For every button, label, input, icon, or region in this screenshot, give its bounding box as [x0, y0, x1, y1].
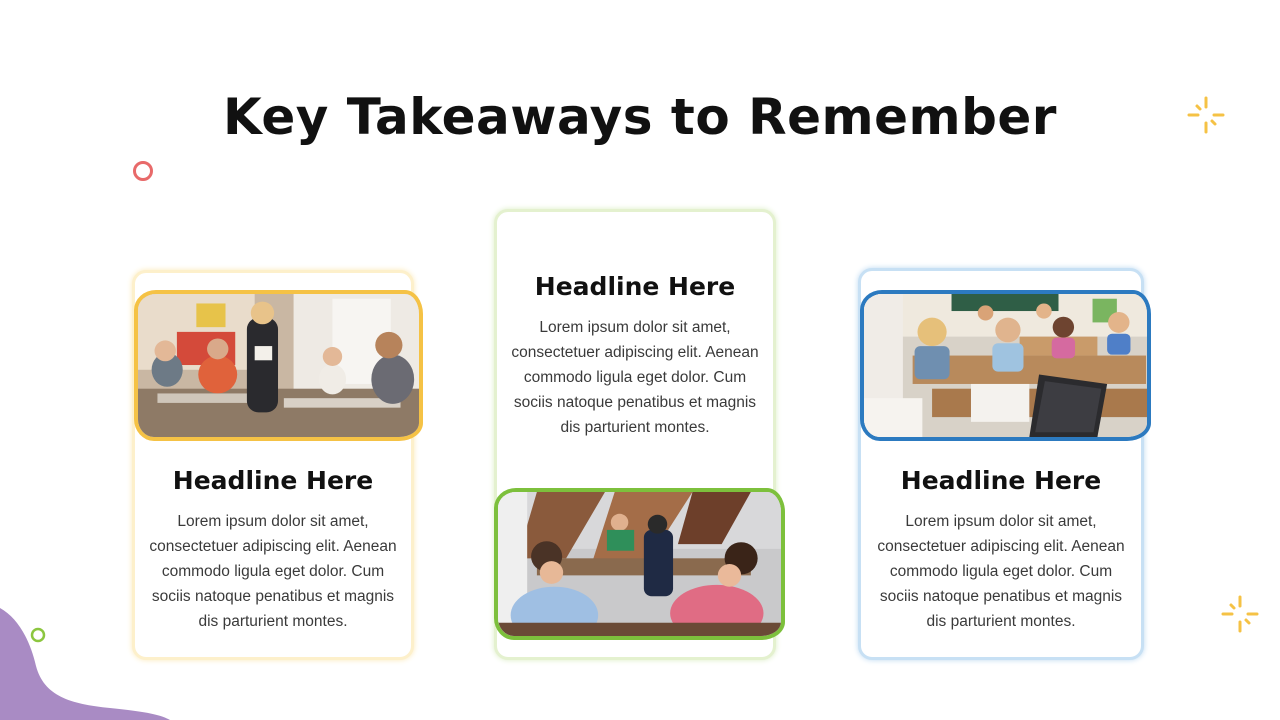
card-3-body: Lorem ipsum dolor sit amet, consectetuer adipiscing elit. Aenean commodo ligula eget dolor. Cum sociis natoque penatibus et magnis dis parturient montes.	[877, 513, 1125, 630]
sparkle-icon	[1220, 594, 1260, 634]
card-3-headline: Headline Here	[900, 466, 1102, 495]
classroom-teacher-photo	[134, 290, 423, 441]
card-1-headline: Headline Here	[172, 466, 374, 495]
card-2-body: Lorem ipsum dolor sit amet, consectetuer adipiscing elit. Aenean commodo ligula eget dolor. Cum sociis natoque penatibus et magnis dis parturient montes.	[511, 319, 759, 436]
students-writing-photo	[494, 488, 785, 640]
green-circle-decoration	[29, 626, 47, 644]
card-2-headline: Headline Here	[534, 272, 736, 301]
card-1-body: Lorem ipsum dolor sit amet, consectetuer adipiscing elit. Aenean commodo ligula eget dolor. Cum sociis natoque penatibus et magnis dis parturient montes.	[149, 513, 397, 630]
slide-title: Key Takeaways to Remember	[223, 88, 1057, 146]
classroom-desks-photo	[860, 290, 1151, 441]
red-circle-decoration	[131, 159, 155, 183]
